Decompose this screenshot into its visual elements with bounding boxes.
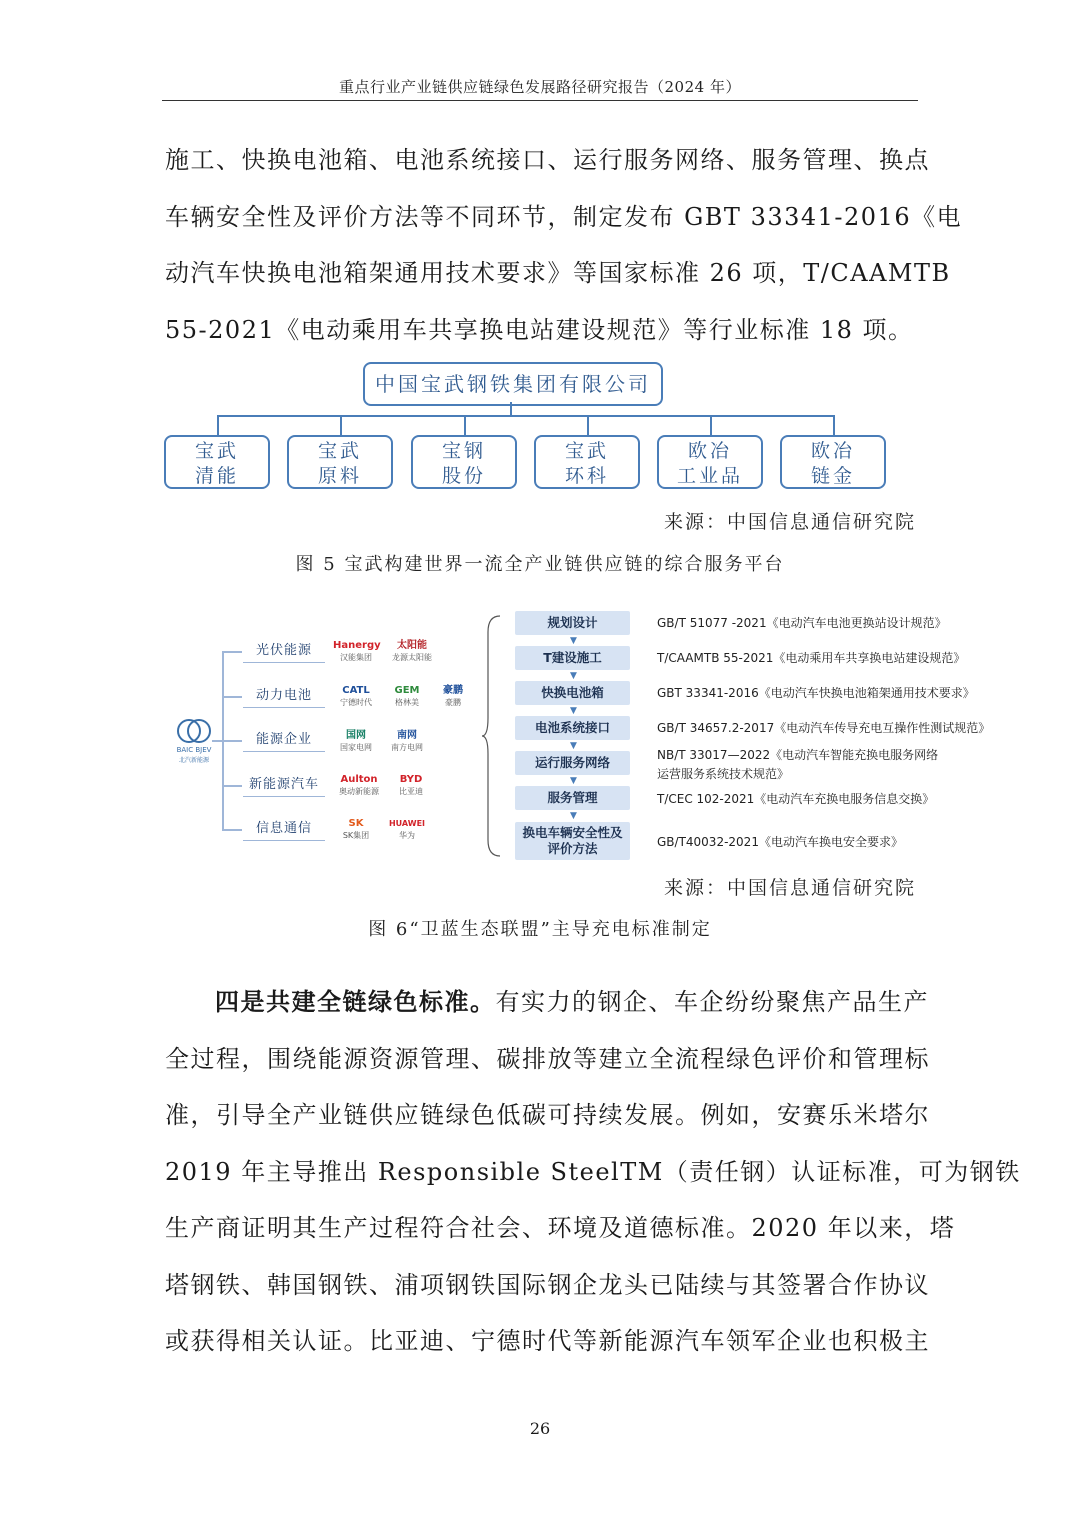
standard-text: GB/T40032-2021《电动汽车换电安全要求》 [657, 835, 903, 849]
org-child-box [287, 435, 393, 489]
standard-text: T/CEC 102-2021《电动汽车充换电服务信息交换》 [657, 792, 935, 806]
paragraph-line: 施工、快换电池箱、电池系统接口、运行服务网络、服务管理、换点 [165, 146, 930, 174]
paragraph-line [165, 974, 929, 1031]
figure-6-caption: 图 6“卫蓝生态联盟”主导充电标准制定 [368, 919, 712, 940]
step-safety-evaluation [515, 822, 630, 860]
brand-highpower: 豪鹏 豪鹏 [443, 685, 463, 707]
standard-text: NB/T 33017—2022《电动汽车智能充换电服务网络 [657, 748, 939, 762]
down-arrow-icon: ▼ [570, 741, 577, 751]
paragraph-line: 生产商证明其生产过程符合社会、环境及道德标准。2020 年以来，塔 [165, 1214, 956, 1242]
org-child-line: 链金 [810, 465, 855, 487]
brand-huawei: HUAWEI 华为 [388, 819, 426, 840]
paragraph-line: 塔钢铁、韩国钢铁、浦项钢铁国际钢企龙头已陆续与其签署合作协议 [165, 1270, 930, 1299]
paragraph-line: 55-2021《电动乘用车共享换电站建设规范》等行业标准 18 项。 [165, 315, 914, 344]
standard-text: GBT 33341-2016《电动汽车快换电池箱架通用技术要求》 [657, 686, 975, 700]
brand-aulton: Aulton 奥动新能源 [339, 774, 379, 796]
org-connector [587, 415, 589, 436]
running-header: 重点行业产业链供应链绿色发展路径研究报告（2024 年） [339, 78, 741, 96]
brand-hanergy: Hanergy 汉能集团 [333, 640, 381, 662]
category-battery: 动力电池 [243, 685, 325, 708]
paragraph-2 [165, 974, 1021, 1370]
paragraph-lead: 四是共建全链绿色标准。 [215, 988, 496, 1016]
org-root-box: 中国宝武钢铁集团有限公司 [363, 362, 663, 406]
brand-longyuan: 太阳能 龙源太阳能 [392, 640, 432, 662]
paragraph-line: 2019 年主导推出 Responsible SteelTM（责任钢）认证标准，可为钢铁 [165, 1157, 1021, 1186]
figure-5-caption: 图 5 宝武构建世界一流全产业链供应链的综合服务平台 [295, 554, 785, 575]
org-child-line: 欧冶 [810, 440, 855, 462]
org-child-box [657, 435, 763, 489]
paragraph-line: 准，引导全产业链供应链绿色低碳可持续发展。例如，安赛乐米塔尔 [165, 1101, 930, 1129]
org-child-line: 工业品 [676, 465, 743, 487]
paragraph-line: 车辆安全性及评价方法等不同环节，制定发布 GBT 33341-2016《电 [165, 202, 963, 231]
page-number: 26 [529, 1419, 551, 1438]
org-connector [710, 415, 712, 436]
org-connector [833, 415, 835, 436]
org-child-box [411, 435, 517, 489]
paragraph-line: 动汽车快换电池箱架通用技术要求》等国家标准 26 项，T/CAAMTB [165, 259, 951, 287]
figure-6-source: 来源：中国信息通信研究院 [663, 877, 916, 899]
category-energy: 能源企业 [243, 729, 325, 752]
org-child-line: 欧冶 [687, 440, 732, 462]
bjev-logo-icon [176, 717, 212, 745]
org-child-line: 清能 [194, 465, 239, 487]
step-service-network: 运行服务网络 [515, 751, 630, 775]
down-arrow-icon: ▼ [570, 636, 577, 646]
org-child-line: 宝钢 [441, 440, 486, 462]
down-arrow-icon: ▼ [570, 706, 577, 716]
standard-text: T/CAAMTB 55-2021《电动乘用车共享换电站建设规范》 [657, 651, 966, 665]
header-rule [162, 100, 918, 101]
paragraph-1 [165, 132, 963, 358]
org-connector [340, 415, 342, 436]
tree-branch [222, 651, 242, 653]
brand-gem: GEM 格林美 [394, 685, 420, 707]
step-interface: 电池系统接口 [515, 716, 630, 740]
brand-sk: SK SK集团 [342, 818, 370, 840]
org-child-box [534, 435, 640, 489]
category-ict: 信息通信 [243, 818, 325, 841]
paragraph-text: 有实力的钢企、车企纷纷聚焦产品生产 [495, 988, 929, 1016]
org-child-box [780, 435, 886, 489]
step-label-line: 评价方法 [547, 841, 598, 856]
standard-text: GB/T 51077 -2021《电动汽车电池更换站设计规范》 [657, 616, 947, 630]
org-child-line: 宝武 [564, 440, 609, 462]
down-arrow-icon: ▼ [570, 671, 577, 681]
tree-branch [212, 740, 242, 742]
org-connector [217, 415, 834, 417]
standard-text: 运营服务系统技术规范》 [657, 767, 790, 781]
tree-branch [222, 696, 242, 698]
bjev-logo-text: BAIC BJEV [176, 746, 212, 754]
org-connector [510, 402, 512, 416]
step-planning: 规划设计 [515, 611, 630, 635]
step-battery-box: 快换电池箱 [515, 681, 630, 705]
org-child-box [164, 435, 270, 489]
org-child-line: 股份 [441, 465, 486, 487]
step-service-management: 服务管理 [515, 786, 630, 810]
tree-branch [222, 785, 242, 787]
category-photovoltaic: 光伏能源 [243, 640, 325, 663]
figure-5-source: 来源：中国信息通信研究院 [663, 511, 916, 533]
tree-branch [222, 829, 242, 831]
org-connector [217, 415, 219, 436]
bjev-logo-subtext: 北汽新能源 [178, 757, 209, 764]
org-child-line: 环科 [564, 465, 609, 487]
curly-brace-icon [480, 614, 504, 858]
category-nev: 新能源汽车 [243, 774, 325, 797]
down-arrow-icon: ▼ [570, 811, 577, 821]
step-construction: T建设施工 [515, 646, 630, 670]
brand-sgcc: 国网 国家电网 [340, 730, 372, 752]
standard-text: GB/T 34657.2-2017《电动汽车传导充电互操作性测试规范》 [657, 721, 991, 735]
step-label-line: 换电车辆安全性及 [522, 825, 623, 840]
paragraph-line: 全过程，围绕能源资源管理、碳排放等建立全流程绿色评价和管理标 [165, 1044, 930, 1073]
org-connector [464, 415, 466, 436]
org-child-line: 宝武 [317, 440, 362, 462]
brand-csg: 南网 南方电网 [391, 730, 423, 752]
brand-catl: CATL 宁德时代 [340, 685, 372, 707]
org-child-line: 原料 [317, 465, 362, 487]
paragraph-line: 或获得相关认证。比亚迪、宁德时代等新能源汽车领军企业也积极主 [165, 1327, 930, 1355]
org-child-line: 宝武 [194, 440, 239, 462]
down-arrow-icon: ▼ [570, 776, 577, 786]
brand-byd: BYD 比亚迪 [399, 774, 423, 796]
